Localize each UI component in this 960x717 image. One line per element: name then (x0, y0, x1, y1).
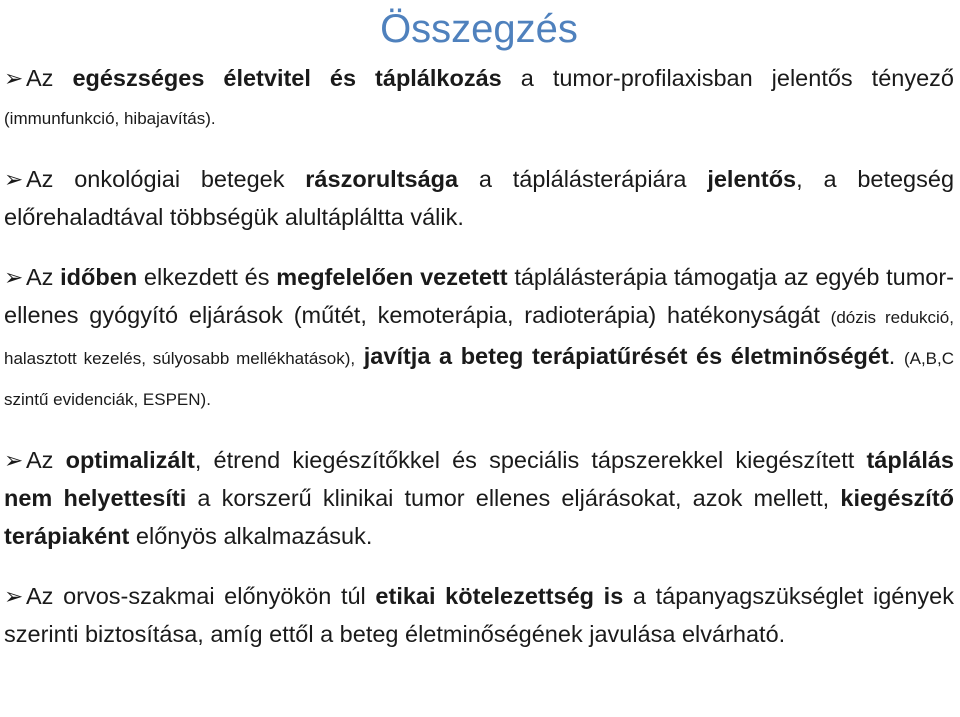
bullet-text-segment: a tápanyagszükséglet igények szerinti biztosítása, amíg ettől a beteg életminőségének javulása elvárható. (4, 583, 954, 647)
bullet-text-segment: elkezdett és (137, 264, 277, 290)
bullet-text-segment: . (888, 343, 904, 369)
bullet-text-segment: , étrend kiegészítőkkel és speciális tápszerekkel kiegészített (194, 447, 867, 473)
bullet-text-segment: megfelelően vezetett (276, 264, 508, 290)
bullet-text-segment: Az onkológiai betegek (26, 166, 306, 192)
bullet-text-segment: a tumor-profilaxisban jelentős tényező (501, 65, 954, 91)
bullet-item (4, 59, 954, 138)
bullet-text-segment: kiegészítő terápiaként (4, 485, 954, 549)
bullet-text-segment: (immunfunkció, hibajavítás). (4, 109, 216, 128)
bullet-item (4, 160, 954, 236)
bullet-text-segment: időben (60, 264, 138, 290)
bullet-text-segment: optimalizált (65, 447, 195, 473)
bullet-item (4, 258, 954, 419)
bullet-text-segment: etikai kötelezettség is (375, 583, 624, 609)
bullet-text-segment: táplálás nem helyettesíti (4, 447, 954, 511)
bullet-text-segment: Az (26, 447, 66, 473)
bullet-text-segment: egészséges életvitel és táplálkozás (72, 65, 502, 91)
bullet-text-segment: javítja a beteg terápiatűrését és életminőségét (355, 343, 889, 369)
bullet-list (4, 59, 954, 653)
bullet-text-segment: táplálásterápia támogatja az egyéb tumor-ellenes gyógyító eljárások (műtét, kemoterápia, radioterápia) hatékonyságát (4, 264, 954, 328)
bullet-text-segment: a táplálásterápiára (458, 166, 708, 192)
bullet-text-segment: , a betegség előrehaladtával többségük alultápláltta válik. (4, 166, 955, 230)
bullet-text-segment: Az (26, 65, 73, 91)
bullet-text-segment: a korszerű klinikai tumor ellenes eljárásokat, azok mellett, (186, 485, 841, 511)
bullet-item (4, 577, 954, 653)
bullet-text-segment: előnyös alkalmazásuk. (129, 523, 373, 549)
bullet-text-segment: rászorultsága (305, 166, 459, 192)
bullet-text-segment: (A,B,C szintű evidenciák, ESPEN). (4, 349, 955, 409)
bullet-text-segment: Az orvos-szakmai előnyökön túl (26, 583, 376, 609)
arrowhead-bullet-icon: ➢ (4, 166, 24, 192)
arrowhead-bullet-icon: ➢ (4, 583, 24, 609)
arrowhead-bullet-icon: ➢ (4, 264, 24, 290)
arrowhead-bullet-icon: ➢ (4, 447, 24, 473)
bullet-item (4, 441, 954, 555)
slide-title: Összegzés (380, 7, 578, 51)
bullet-text-segment: Az (26, 264, 61, 290)
arrowhead-bullet-icon: ➢ (4, 65, 24, 91)
bullet-text-segment: jelentős (707, 166, 797, 192)
slide (0, 3, 960, 717)
bullet-text-segment: (dózis redukció, halasztott kezelés, súlyosabb mellékhatások), (4, 308, 954, 368)
